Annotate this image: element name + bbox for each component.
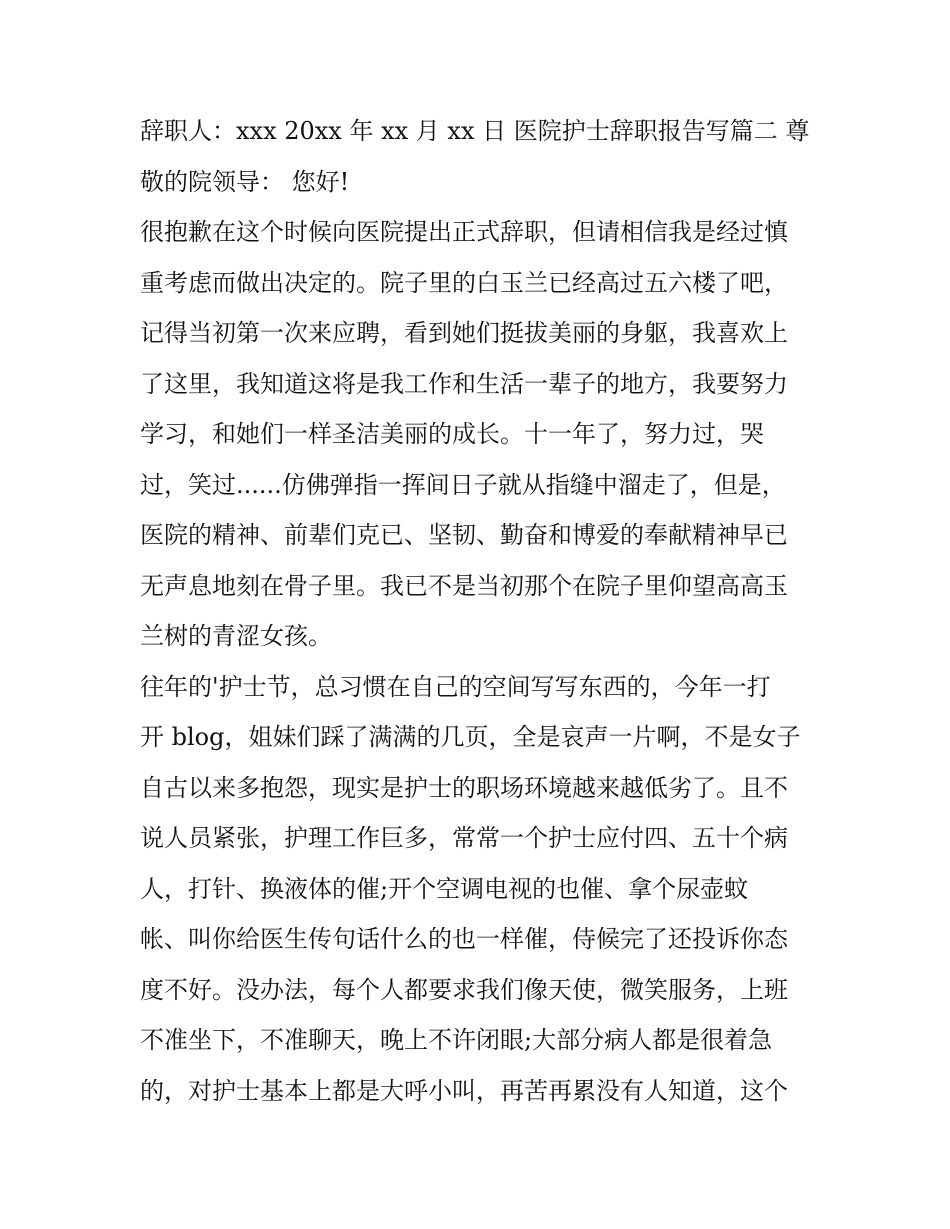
text-line: 自古以来多抱怨，现实是护士的职场环境越来越低劣了。且不: [140, 773, 788, 802]
text-line: 人，打针、换液体的催;开个空调电视的也催、拿个尿壶蚊: [140, 874, 749, 903]
text-line: 说人员紧张，护理工作巨多，常常一个护士应付四、五十个病: [140, 824, 788, 852]
text-line: 不准坐下，不准聊天，晚上不许闭眼;大部分病人都是很着急: [140, 1026, 773, 1054]
text-line: 兰树的青涩女孩。: [140, 622, 332, 650]
text-line: 重考虑而做出决定的。院子里的白玉兰已经高过五六楼了吧，: [140, 268, 788, 297]
text-line: 学习，和她们一样圣洁美丽的成长。十一年了，努力过，哭: [140, 420, 764, 448]
text-line: 敬的院领导： 您好!: [140, 167, 350, 196]
text-line: 开 blog，姐妹们踩了满满的几页，全是哀声一片啊，不是女子: [140, 723, 801, 751]
text-line: 度不好。没办法，每个人都要求我们像天使，微笑服务，上班: [140, 975, 788, 1004]
text-line: 了这里，我知道这将是我工作和生活一辈子的地方，我要努力: [140, 369, 788, 398]
document-body: [140, 106, 820, 1116]
text-line: 往年的'护士节，总习惯在自己的空间写写东西的，今年一打: [140, 672, 771, 701]
text-line: 记得当初第一次来应聘，看到她们挺拔美丽的身躯，我喜欢上: [140, 319, 788, 347]
text-line: 辞职人：xxx 20xx 年 xx 月 xx 日 医院护士辞职报告写篇二 尊: [140, 117, 810, 145]
text-line: 帐、叫你给医生传句话什么的也一样催，侍候完了还投诉你态: [140, 925, 788, 953]
text-line: 无声息地刻在骨子里。我已不是当初那个在院子里仰望高高玉: [140, 571, 788, 600]
text-line: 医院的精神、前辈们克已、坚韧、勤奋和博爱的奉献精神早已: [140, 521, 788, 549]
text-line: 的，对护士基本上都是大呼小叫，再苦再累没有人知道，这个: [140, 1076, 788, 1105]
text-line: 很抱歉在这个时候向医院提出正式辞职，但请相信我是经过慎: [140, 218, 788, 246]
text-line: 过，笑过......仿佛弹指一挥间日子就从指缝中溜走了，但是，: [140, 470, 786, 499]
